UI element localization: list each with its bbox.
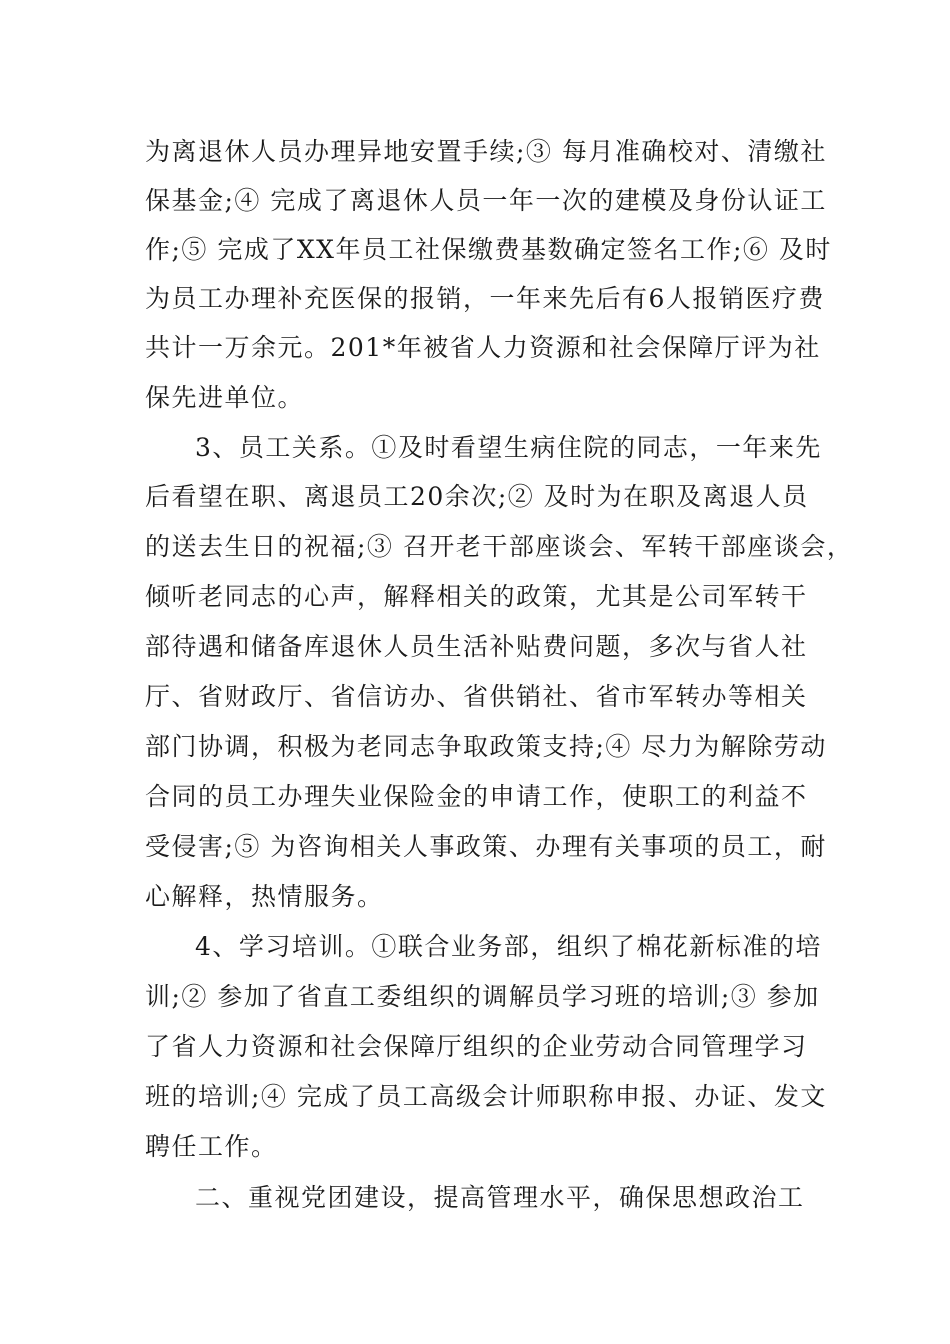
paragraph-start: 3、员工关系。①及时看望生病住院的同志，一年来先 — [195, 433, 822, 462]
text-line: 合同的员工办理失业保险金的申请工作，使职工的利益不 — [145, 782, 808, 811]
text-line: 部门协调，积极为老同志争取政策支持;④ 尽力为解除劳动 — [145, 732, 827, 761]
text-line: 为员工办理补充医保的报销，一年来先后有6人报销医疗费 — [145, 284, 825, 313]
text-line: 训;② 参加了省直工委组织的调解员学习班的培训;③ 参加 — [145, 982, 820, 1011]
text-line: 心解释，热情服务。 — [145, 882, 384, 911]
text-line: 作;⑤ 完成了XX年员工社保缴费基数确定签名工作;⑥ 及时 — [145, 235, 832, 264]
paragraph-start: 4、学习培训。①联合业务部，组织了棉花新标准的培 — [195, 932, 822, 961]
text-line: 受侵害;⑤ 为咨询相关人事政策、办理有关事项的员工，耐 — [145, 832, 827, 861]
text-line: 了省人力资源和社会保障厅组织的企业劳动合同管理学习 — [145, 1032, 808, 1061]
text-line: 聘任工作。 — [145, 1132, 278, 1161]
paragraph-start: 二、重视党团建设，提高管理水平，确保思想政治工 — [195, 1183, 805, 1212]
text-line: 倾听老同志的心声，解释相关的政策，尤其是公司军转干 — [145, 582, 808, 611]
text-line: 班的培训;④ 完成了员工高级会计师职称申报、办证、发文 — [145, 1082, 827, 1111]
text-line: 共计一万余元。201*年被省人力资源和社会保障厅评为社 — [145, 333, 821, 362]
text-line: 为离退休人员办理异地安置手续;③ 每月准确校对、清缴社 — [145, 137, 827, 166]
text-line: 保基金;④ 完成了离退休人员一年一次的建模及身份认证工 — [145, 186, 827, 215]
text-line: 厅、省财政厅、省信访办、省供销社、省市军转办等相关 — [145, 682, 808, 711]
text-line: 的送去生日的祝福;③ 召开老干部座谈会、军转干部座谈会， — [145, 532, 854, 561]
text-line: 后看望在职、离退员工20余次;② 及时为在职及离退人员 — [145, 482, 809, 511]
text-line: 保先进单位。 — [145, 383, 305, 412]
text-line: 部待遇和储备库退休人员生活补贴费问题，多次与省人社 — [145, 632, 808, 661]
